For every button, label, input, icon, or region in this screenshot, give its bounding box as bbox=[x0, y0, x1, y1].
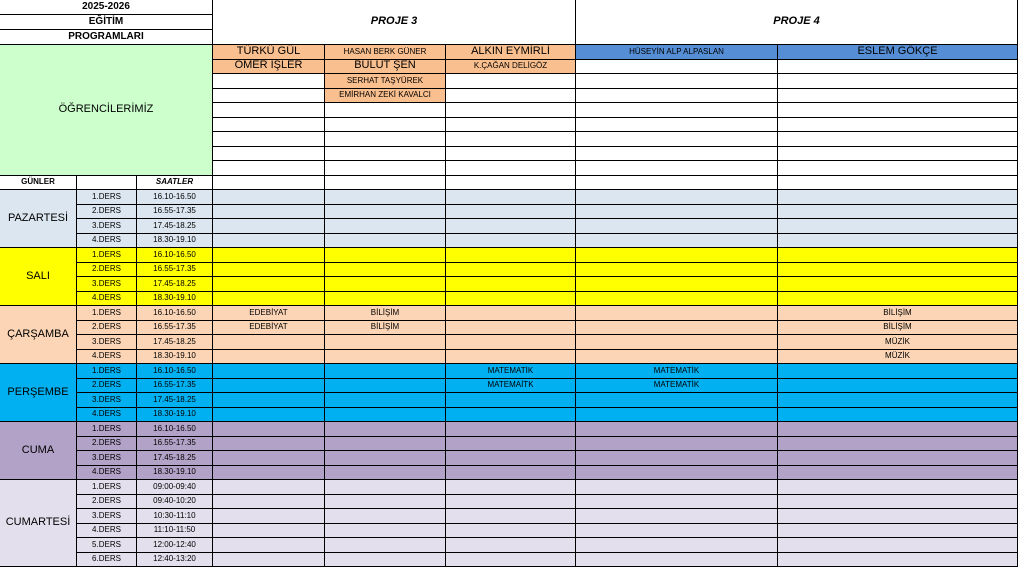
schedule-cell[interactable] bbox=[325, 248, 446, 263]
student-cell[interactable] bbox=[446, 147, 576, 162]
schedule-cell[interactable] bbox=[446, 480, 576, 495]
lesson-time[interactable]: 16.55-17.35 bbox=[137, 379, 213, 394]
course-cell[interactable]: MÜZİK bbox=[778, 335, 1018, 350]
student-name[interactable]: K.ÇAĞAN DELİGÖZ bbox=[446, 60, 576, 75]
schedule-cell[interactable] bbox=[213, 538, 325, 553]
lesson-number[interactable]: 3.DERS bbox=[77, 451, 137, 466]
schedule-cell[interactable] bbox=[576, 553, 778, 568]
schedule-cell[interactable] bbox=[213, 379, 325, 394]
schedule-cell[interactable] bbox=[213, 480, 325, 495]
schedule-cell[interactable] bbox=[446, 553, 576, 568]
student-cell[interactable] bbox=[576, 161, 778, 176]
col-header-empty[interactable] bbox=[778, 176, 1018, 190]
student-cell[interactable] bbox=[213, 132, 325, 147]
schedule-cell[interactable] bbox=[213, 495, 325, 510]
schedule-cell[interactable] bbox=[325, 263, 446, 278]
student-cell[interactable] bbox=[325, 103, 446, 118]
schedule-cell[interactable] bbox=[778, 538, 1018, 553]
student-name[interactable]: ÖMER İŞLER bbox=[213, 60, 325, 75]
schedule-cell[interactable] bbox=[325, 277, 446, 292]
student-cell[interactable] bbox=[778, 60, 1018, 75]
lesson-time[interactable]: 16.10-16.50 bbox=[137, 248, 213, 263]
lesson-time[interactable]: 17.45-18.25 bbox=[137, 277, 213, 292]
schedule-cell[interactable] bbox=[325, 190, 446, 205]
lesson-time[interactable]: 18.30-19.10 bbox=[137, 292, 213, 307]
schedule-cell[interactable] bbox=[325, 219, 446, 234]
schedule-cell[interactable] bbox=[576, 190, 778, 205]
schedule-cell[interactable] bbox=[325, 408, 446, 423]
student-name[interactable]: HASAN BERK GÜNER bbox=[325, 45, 446, 60]
schedule-cell[interactable] bbox=[213, 248, 325, 263]
schedule-cell[interactable] bbox=[325, 553, 446, 568]
schedule-cell[interactable] bbox=[446, 190, 576, 205]
schedule-cell[interactable] bbox=[778, 422, 1018, 437]
schedule-cell[interactable] bbox=[213, 509, 325, 524]
schedule-cell[interactable] bbox=[446, 234, 576, 249]
lesson-number[interactable]: 1.DERS bbox=[77, 248, 137, 263]
lesson-time[interactable]: 12:40-13:20 bbox=[137, 553, 213, 568]
lesson-number[interactable]: 2.DERS bbox=[77, 263, 137, 278]
schedule-cell[interactable] bbox=[778, 364, 1018, 379]
schedule-cell[interactable] bbox=[446, 219, 576, 234]
schedule-cell[interactable] bbox=[213, 205, 325, 220]
student-name[interactable]: TÜRKÜ GÜL bbox=[213, 45, 325, 60]
schedule-cell[interactable] bbox=[213, 408, 325, 423]
schedule-cell[interactable] bbox=[446, 495, 576, 510]
students-label[interactable]: ÖĞRENCİLERİMİZ bbox=[0, 45, 213, 176]
schedule-cell[interactable] bbox=[213, 451, 325, 466]
title-line-3[interactable]: PROGRAMLARI bbox=[0, 30, 213, 45]
student-cell[interactable] bbox=[446, 74, 576, 89]
schedule-cell[interactable] bbox=[576, 437, 778, 452]
student-cell[interactable] bbox=[325, 161, 446, 176]
student-cell[interactable] bbox=[213, 161, 325, 176]
course-cell[interactable]: MATEMATİK bbox=[576, 379, 778, 394]
schedule-cell[interactable] bbox=[576, 480, 778, 495]
student-cell[interactable] bbox=[576, 118, 778, 133]
course-cell[interactable]: MÜZİK bbox=[778, 350, 1018, 365]
project-3-header[interactable]: PROJE 3 bbox=[213, 0, 576, 45]
student-cell[interactable] bbox=[213, 89, 325, 104]
schedule-cell[interactable] bbox=[446, 393, 576, 408]
schedule-cell[interactable] bbox=[446, 524, 576, 539]
schedule-cell[interactable] bbox=[576, 306, 778, 321]
day-label[interactable]: CUMA bbox=[0, 422, 77, 480]
student-name[interactable]: HÜSEYİN ALP ALPASLAN bbox=[576, 45, 778, 60]
day-label[interactable]: SALI bbox=[0, 248, 77, 306]
schedule-cell[interactable] bbox=[446, 205, 576, 220]
lesson-time[interactable]: 16.10-16.50 bbox=[137, 190, 213, 205]
schedule-cell[interactable] bbox=[446, 277, 576, 292]
schedule-cell[interactable] bbox=[576, 219, 778, 234]
schedule-cell[interactable] bbox=[325, 422, 446, 437]
lesson-number[interactable]: 3.DERS bbox=[77, 219, 137, 234]
lesson-time[interactable]: 18.30-19.10 bbox=[137, 350, 213, 365]
col-header-lesson[interactable] bbox=[77, 176, 137, 190]
student-cell[interactable] bbox=[446, 132, 576, 147]
schedule-cell[interactable] bbox=[213, 422, 325, 437]
col-header-empty[interactable] bbox=[213, 176, 325, 190]
col-header-empty[interactable] bbox=[576, 176, 778, 190]
student-cell[interactable] bbox=[446, 118, 576, 133]
student-cell[interactable] bbox=[446, 103, 576, 118]
schedule-cell[interactable] bbox=[778, 524, 1018, 539]
student-cell[interactable] bbox=[778, 74, 1018, 89]
lesson-number[interactable]: 1.DERS bbox=[77, 422, 137, 437]
schedule-cell[interactable] bbox=[446, 451, 576, 466]
lesson-number[interactable]: 2.DERS bbox=[77, 437, 137, 452]
schedule-cell[interactable] bbox=[446, 466, 576, 481]
lesson-time[interactable]: 17.45-18.25 bbox=[137, 393, 213, 408]
day-label[interactable]: PAZARTESİ bbox=[0, 190, 77, 248]
schedule-cell[interactable] bbox=[446, 335, 576, 350]
lesson-time[interactable]: 16.55-17.35 bbox=[137, 321, 213, 336]
schedule-cell[interactable] bbox=[213, 335, 325, 350]
student-cell[interactable] bbox=[778, 161, 1018, 176]
course-cell[interactable]: MATEMATİK bbox=[446, 364, 576, 379]
schedule-cell[interactable] bbox=[325, 393, 446, 408]
schedule-cell[interactable] bbox=[325, 509, 446, 524]
lesson-number[interactable]: 2.DERS bbox=[77, 495, 137, 510]
lesson-number[interactable]: 4.DERS bbox=[77, 408, 137, 423]
schedule-cell[interactable] bbox=[778, 248, 1018, 263]
student-cell[interactable] bbox=[576, 132, 778, 147]
student-cell[interactable] bbox=[576, 89, 778, 104]
lesson-number[interactable]: 1.DERS bbox=[77, 190, 137, 205]
schedule-cell[interactable] bbox=[576, 321, 778, 336]
lesson-number[interactable]: 4.DERS bbox=[77, 466, 137, 481]
schedule-cell[interactable] bbox=[325, 350, 446, 365]
schedule-cell[interactable] bbox=[325, 466, 446, 481]
lesson-time[interactable]: 16.55-17.35 bbox=[137, 263, 213, 278]
schedule-cell[interactable] bbox=[576, 524, 778, 539]
schedule-cell[interactable] bbox=[778, 205, 1018, 220]
lesson-time[interactable]: 16.55-17.35 bbox=[137, 205, 213, 220]
schedule-cell[interactable] bbox=[213, 190, 325, 205]
schedule-cell[interactable] bbox=[778, 190, 1018, 205]
lesson-number[interactable]: 1.DERS bbox=[77, 480, 137, 495]
schedule-cell[interactable] bbox=[778, 292, 1018, 307]
student-cell[interactable] bbox=[778, 118, 1018, 133]
lesson-time[interactable]: 11:10-11:50 bbox=[137, 524, 213, 539]
schedule-cell[interactable] bbox=[213, 364, 325, 379]
lesson-time[interactable]: 17.45-18.25 bbox=[137, 451, 213, 466]
schedule-cell[interactable] bbox=[213, 277, 325, 292]
student-cell[interactable] bbox=[576, 74, 778, 89]
lesson-number[interactable]: 2.DERS bbox=[77, 379, 137, 394]
schedule-cell[interactable] bbox=[213, 219, 325, 234]
schedule-cell[interactable] bbox=[576, 393, 778, 408]
course-cell[interactable]: BİLİŞİM bbox=[778, 321, 1018, 336]
student-name[interactable]: SERHAT TAŞYÜREK bbox=[325, 74, 446, 89]
schedule-cell[interactable] bbox=[446, 538, 576, 553]
schedule-cell[interactable] bbox=[778, 393, 1018, 408]
schedule-cell[interactable] bbox=[576, 466, 778, 481]
title-line-2[interactable]: EĞİTİM bbox=[0, 15, 213, 30]
lesson-time[interactable]: 12:00-12:40 bbox=[137, 538, 213, 553]
col-header-days[interactable]: GÜNLER bbox=[0, 176, 77, 190]
course-cell[interactable]: BİLİŞİM bbox=[778, 306, 1018, 321]
lesson-number[interactable]: 1.DERS bbox=[77, 364, 137, 379]
schedule-cell[interactable] bbox=[778, 234, 1018, 249]
schedule-cell[interactable] bbox=[213, 263, 325, 278]
lesson-number[interactable]: 1.DERS bbox=[77, 306, 137, 321]
schedule-cell[interactable] bbox=[325, 335, 446, 350]
lesson-time[interactable]: 16.10-16.50 bbox=[137, 364, 213, 379]
lesson-time[interactable]: 09:00-09:40 bbox=[137, 480, 213, 495]
student-cell[interactable] bbox=[446, 89, 576, 104]
student-cell[interactable] bbox=[576, 60, 778, 75]
schedule-cell[interactable] bbox=[446, 292, 576, 307]
student-name[interactable]: BULUT ŞEN bbox=[325, 60, 446, 75]
lesson-time[interactable]: 16.55-17.35 bbox=[137, 437, 213, 452]
schedule-cell[interactable] bbox=[446, 350, 576, 365]
schedule-cell[interactable] bbox=[576, 234, 778, 249]
schedule-cell[interactable] bbox=[325, 364, 446, 379]
schedule-cell[interactable] bbox=[778, 480, 1018, 495]
lesson-time[interactable]: 17.45-18.25 bbox=[137, 335, 213, 350]
student-cell[interactable] bbox=[213, 74, 325, 89]
lesson-time[interactable]: 10:30-11:10 bbox=[137, 509, 213, 524]
course-cell[interactable]: MATEMAİTK bbox=[446, 379, 576, 394]
schedule-cell[interactable] bbox=[446, 306, 576, 321]
schedule-cell[interactable] bbox=[778, 553, 1018, 568]
lesson-time[interactable]: 17.45-18.25 bbox=[137, 219, 213, 234]
schedule-cell[interactable] bbox=[325, 495, 446, 510]
schedule-cell[interactable] bbox=[325, 292, 446, 307]
schedule-cell[interactable] bbox=[446, 248, 576, 263]
day-label[interactable]: PERŞEMBE bbox=[0, 364, 77, 422]
schedule-cell[interactable] bbox=[576, 263, 778, 278]
schedule-cell[interactable] bbox=[576, 408, 778, 423]
course-cell[interactable]: EDEBİYAT bbox=[213, 306, 325, 321]
schedule-cell[interactable] bbox=[213, 524, 325, 539]
day-label[interactable]: CUMARTESİ bbox=[0, 480, 77, 567]
lesson-number[interactable]: 4.DERS bbox=[77, 234, 137, 249]
schedule-cell[interactable] bbox=[778, 466, 1018, 481]
schedule-cell[interactable] bbox=[213, 466, 325, 481]
lesson-number[interactable]: 6.DERS bbox=[77, 553, 137, 568]
lesson-number[interactable]: 3.DERS bbox=[77, 509, 137, 524]
schedule-cell[interactable] bbox=[576, 495, 778, 510]
lesson-number[interactable]: 4.DERS bbox=[77, 350, 137, 365]
student-cell[interactable] bbox=[576, 147, 778, 162]
schedule-cell[interactable] bbox=[576, 451, 778, 466]
col-header-empty[interactable] bbox=[325, 176, 446, 190]
schedule-cell[interactable] bbox=[778, 263, 1018, 278]
schedule-cell[interactable] bbox=[576, 335, 778, 350]
lesson-time[interactable]: 16.10-16.50 bbox=[137, 422, 213, 437]
schedule-cell[interactable] bbox=[446, 321, 576, 336]
schedule-cell[interactable] bbox=[213, 437, 325, 452]
schedule-cell[interactable] bbox=[213, 292, 325, 307]
schedule-cell[interactable] bbox=[213, 350, 325, 365]
course-cell[interactable]: MATEMATİK bbox=[576, 364, 778, 379]
lesson-number[interactable]: 4.DERS bbox=[77, 524, 137, 539]
student-cell[interactable] bbox=[576, 103, 778, 118]
student-cell[interactable] bbox=[778, 103, 1018, 118]
lesson-number[interactable]: 2.DERS bbox=[77, 321, 137, 336]
student-cell[interactable] bbox=[778, 132, 1018, 147]
day-label[interactable]: ÇARŞAMBA bbox=[0, 306, 77, 364]
schedule-cell[interactable] bbox=[576, 277, 778, 292]
student-cell[interactable] bbox=[213, 103, 325, 118]
schedule-cell[interactable] bbox=[213, 234, 325, 249]
student-name[interactable]: EMİRHAN ZEKİ KAVALCI bbox=[325, 89, 446, 104]
lesson-time[interactable]: 18.30-19.10 bbox=[137, 466, 213, 481]
student-name[interactable]: ESLEM GÖKÇE bbox=[778, 45, 1018, 60]
schedule-cell[interactable] bbox=[778, 451, 1018, 466]
schedule-cell[interactable] bbox=[576, 509, 778, 524]
schedule-cell[interactable] bbox=[778, 219, 1018, 234]
schedule-cell[interactable] bbox=[325, 437, 446, 452]
schedule-cell[interactable] bbox=[778, 408, 1018, 423]
schedule-cell[interactable] bbox=[778, 379, 1018, 394]
schedule-cell[interactable] bbox=[576, 538, 778, 553]
schedule-cell[interactable] bbox=[576, 422, 778, 437]
student-name[interactable]: ALKIN EYMİRLİ bbox=[446, 45, 576, 60]
student-cell[interactable] bbox=[778, 147, 1018, 162]
schedule-cell[interactable] bbox=[325, 234, 446, 249]
schedule-cell[interactable] bbox=[576, 350, 778, 365]
student-cell[interactable] bbox=[325, 118, 446, 133]
course-cell[interactable]: BİLİŞİM bbox=[325, 321, 446, 336]
schedule-cell[interactable] bbox=[778, 437, 1018, 452]
course-cell[interactable]: EDEBİYAT bbox=[213, 321, 325, 336]
student-cell[interactable] bbox=[778, 89, 1018, 104]
col-header-empty[interactable] bbox=[446, 176, 576, 190]
lesson-time[interactable]: 18.30-19.10 bbox=[137, 408, 213, 423]
student-cell[interactable] bbox=[325, 132, 446, 147]
lesson-time[interactable]: 09:40-10:20 bbox=[137, 495, 213, 510]
schedule-cell[interactable] bbox=[446, 509, 576, 524]
student-cell[interactable] bbox=[213, 147, 325, 162]
col-header-hours[interactable]: SAATLER bbox=[137, 176, 213, 190]
schedule-cell[interactable] bbox=[576, 292, 778, 307]
schedule-cell[interactable] bbox=[213, 393, 325, 408]
lesson-number[interactable]: 4.DERS bbox=[77, 292, 137, 307]
schedule-cell[interactable] bbox=[325, 538, 446, 553]
schedule-cell[interactable] bbox=[325, 205, 446, 220]
lesson-time[interactable]: 16.10-16.50 bbox=[137, 306, 213, 321]
schedule-cell[interactable] bbox=[325, 379, 446, 394]
student-cell[interactable] bbox=[446, 161, 576, 176]
schedule-cell[interactable] bbox=[325, 480, 446, 495]
project-4-header[interactable]: PROJE 4 bbox=[576, 0, 1018, 45]
schedule-cell[interactable] bbox=[778, 509, 1018, 524]
lesson-number[interactable]: 3.DERS bbox=[77, 277, 137, 292]
schedule-cell[interactable] bbox=[446, 422, 576, 437]
schedule-cell[interactable] bbox=[213, 553, 325, 568]
schedule-cell[interactable] bbox=[325, 451, 446, 466]
lesson-number[interactable]: 2.DERS bbox=[77, 205, 137, 220]
title-year[interactable]: 2025-2026 bbox=[0, 0, 213, 15]
schedule-cell[interactable] bbox=[446, 408, 576, 423]
student-cell[interactable] bbox=[213, 118, 325, 133]
course-cell[interactable]: BİLİŞİM bbox=[325, 306, 446, 321]
schedule-cell[interactable] bbox=[576, 248, 778, 263]
schedule-cell[interactable] bbox=[778, 277, 1018, 292]
schedule-cell[interactable] bbox=[325, 524, 446, 539]
schedule-cell[interactable] bbox=[778, 495, 1018, 510]
student-cell[interactable] bbox=[325, 147, 446, 162]
schedule-cell[interactable] bbox=[446, 437, 576, 452]
lesson-time[interactable]: 18.30-19.10 bbox=[137, 234, 213, 249]
schedule-cell[interactable] bbox=[576, 205, 778, 220]
lesson-number[interactable]: 5.DERS bbox=[77, 538, 137, 553]
lesson-number[interactable]: 3.DERS bbox=[77, 393, 137, 408]
schedule-cell[interactable] bbox=[446, 263, 576, 278]
lesson-number[interactable]: 3.DERS bbox=[77, 335, 137, 350]
